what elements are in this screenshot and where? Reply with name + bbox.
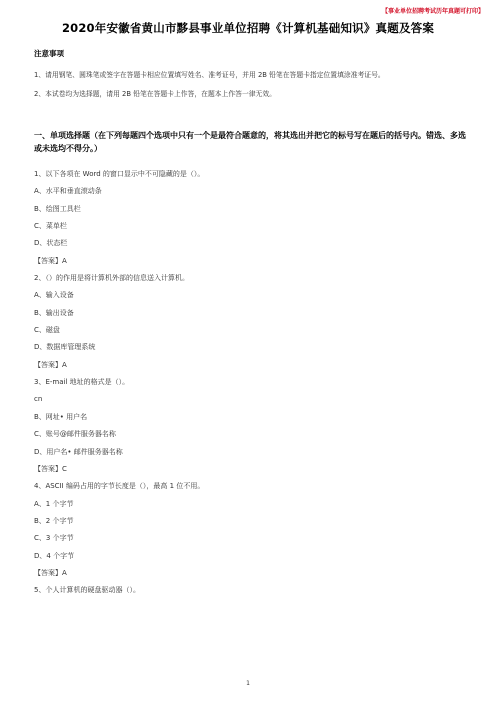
notes-body	[34, 70, 466, 108]
option-line: D、数据库管理系统	[34, 343, 96, 352]
answer-line: 【答案】A	[34, 360, 67, 369]
printable-stamp: 【事业单位招聘考试历年真题可打印】	[381, 8, 484, 15]
section-heading: 一、单项选择题（在下列每题四个选项中只有一个是最符合题意的，将其选出并把它的标号写在题后的括号内。错选、多选或未选均不得分。）	[34, 131, 466, 153]
question-line: 5、个人计算机的硬盘驱动器（）。	[34, 586, 140, 595]
option-line: C、3 个字节	[34, 534, 74, 543]
question-line: 4、ASCII 编码占用的字节长度是（），最高 1 位不用。	[34, 482, 205, 491]
question-line: 1、以下各项在 Word 的窗口显示中不可隐藏的是（）。	[34, 170, 205, 178]
question-list	[34, 166, 466, 600]
option-line: B、输出设备	[34, 308, 74, 317]
page-title: 2020年安徽省黄山市黟县事业单位招聘《计算机基础知识》真题及答案	[61, 21, 435, 35]
note-item-1: 1、请用钢笔、圆珠笔或签字在答题卡相应位置填写姓名、准考证号，并用 2B 铅笔在答题卡指定位置填涂准考证号。	[34, 71, 385, 79]
option-line: D、状态栏	[34, 239, 68, 248]
answer-line: 【答案】C	[34, 464, 67, 473]
note-item-2: 2、本试卷均为选择题，请用 2B 铅笔在答题卡上作答，在题本上作答一律无效。	[34, 90, 276, 98]
answer-line: 【答案】A	[34, 256, 67, 265]
page-number: 1	[246, 680, 250, 687]
option-line: A、水平和垂直滚动条	[34, 187, 102, 196]
option-line: C、账号@邮件服务器名称	[34, 430, 116, 439]
option-line: cn	[34, 395, 43, 404]
answer-line: 【答案】A	[34, 568, 67, 577]
question-line: 2、（）的作用是将计算机外部的信息送入计算机。	[34, 274, 189, 283]
option-line: A、输入设备	[34, 291, 74, 300]
option-line: B、2 个字节	[34, 516, 74, 525]
notes-heading: 注意事项	[34, 49, 64, 58]
option-line: B、网址• 用户名	[34, 412, 88, 421]
question-line: 3、E-mail 地址的格式是（）。	[34, 378, 130, 387]
option-line: A、1 个字节	[34, 499, 74, 508]
option-line: D、4 个字节	[34, 551, 75, 560]
option-line: C、磁盘	[34, 326, 60, 335]
option-line: B、绘图工具栏	[34, 204, 81, 213]
option-line: C、菜单栏	[34, 222, 67, 231]
option-line: D、用户名• 邮件服务器名称	[34, 447, 123, 456]
